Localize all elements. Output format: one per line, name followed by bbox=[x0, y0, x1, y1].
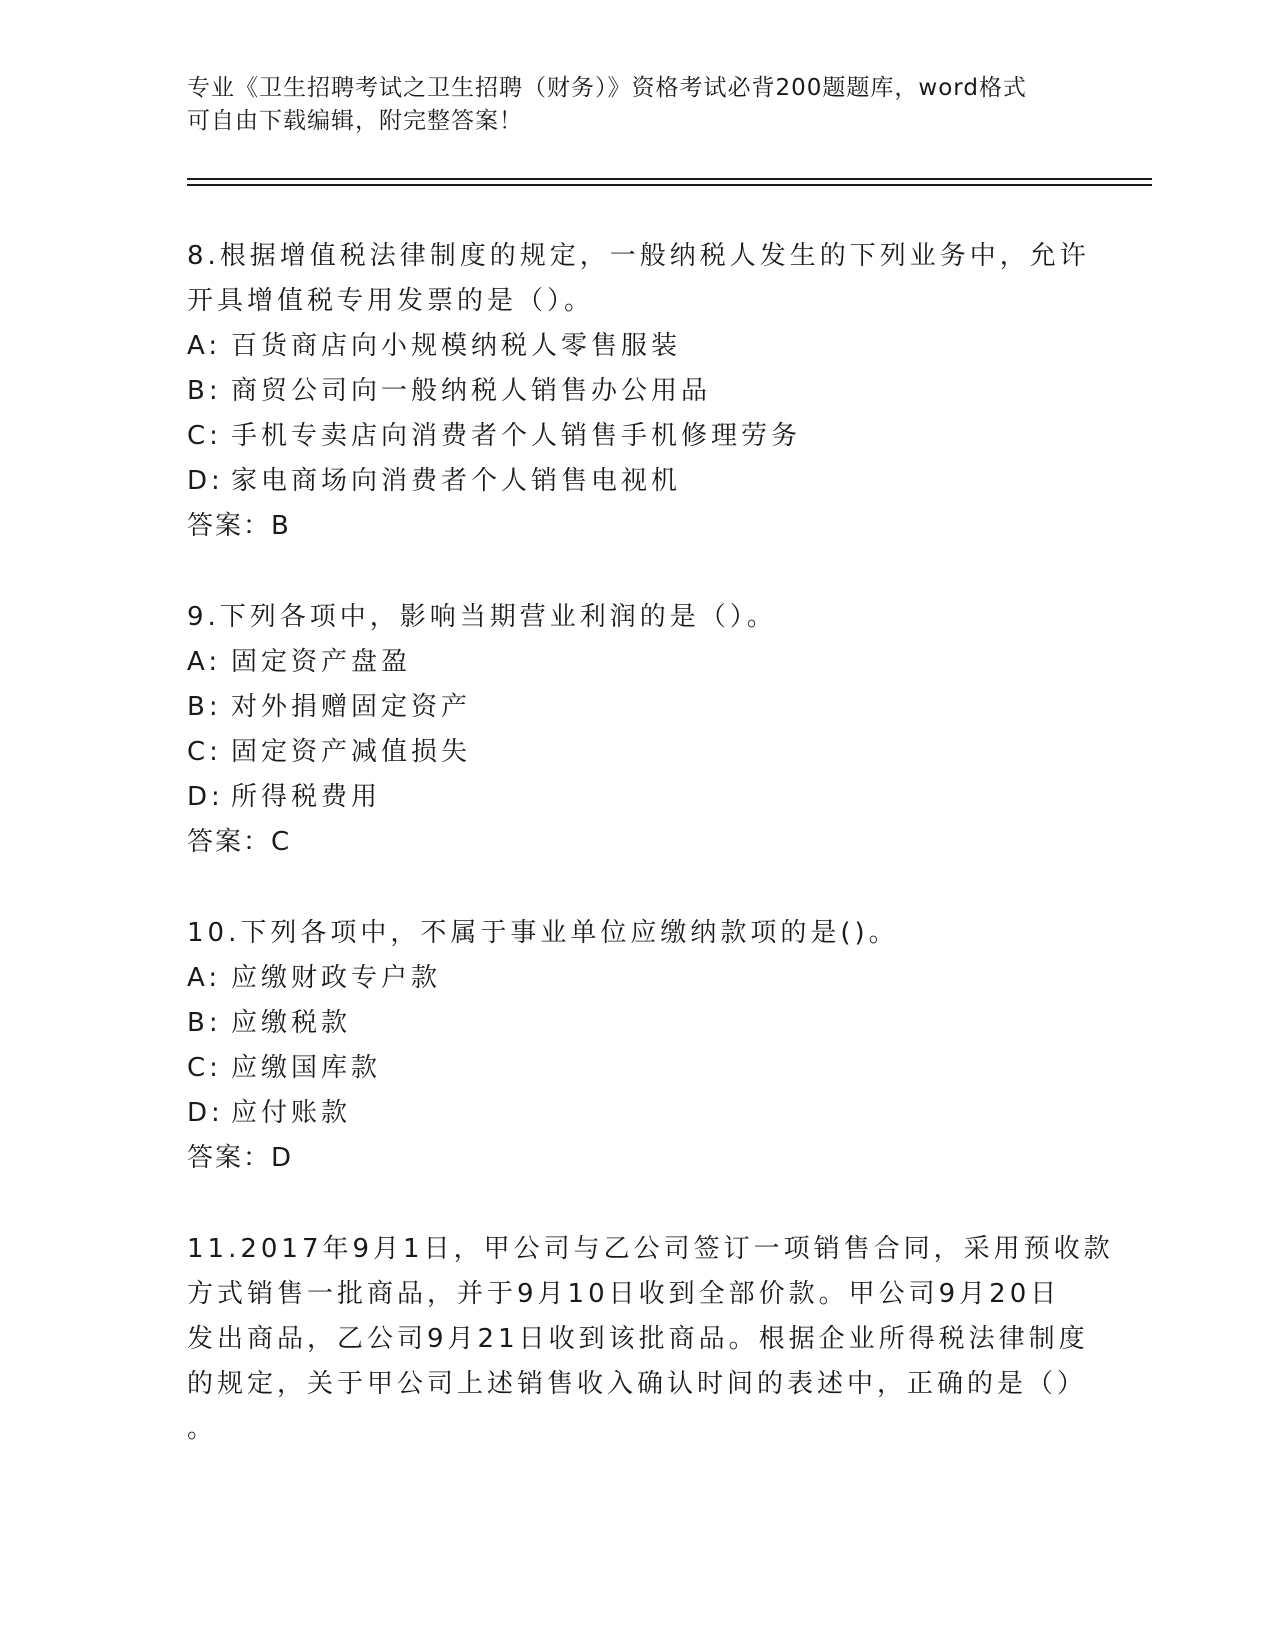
option-b bbox=[187, 369, 1087, 414]
stem-line: 方式销售一批商品，并于9月10日收到全部价款。甲公司9月20日 bbox=[187, 1279, 1061, 1309]
option-d bbox=[187, 775, 1087, 820]
option-key: B: bbox=[187, 692, 222, 722]
question-stem bbox=[187, 595, 1087, 640]
stem-line: 发出商品，乙公司9月21日收到该批商品。根据企业所得税法律制度 bbox=[187, 1324, 1089, 1354]
stem-line: 8.根据增值税法律制度的规定，一般纳税人发生的下列业务中，允许 bbox=[187, 241, 1090, 271]
option-text: 手机专卖店向消费者个人销售手机修理劳务 bbox=[231, 421, 802, 451]
option-a bbox=[187, 324, 1087, 369]
option-text: 应缴税款 bbox=[231, 1008, 352, 1038]
question-item bbox=[187, 595, 1087, 865]
option-c bbox=[187, 1046, 1087, 1091]
question-item bbox=[187, 234, 1090, 549]
option-key: C: bbox=[187, 1053, 222, 1083]
option-text: 对外捐赠固定资产 bbox=[231, 692, 472, 722]
question-item bbox=[187, 911, 1087, 1181]
header-line: 专业《卫生招聘考试之卫生招聘（财务）》资格考试必背200题题库，word格式 bbox=[187, 75, 1027, 101]
option-text: 固定资产减值损失 bbox=[231, 737, 472, 767]
option-d bbox=[187, 459, 1087, 504]
option-key: C: bbox=[187, 421, 222, 451]
answer-line: 答案：B bbox=[187, 511, 291, 541]
stem-line: 。 bbox=[187, 1414, 218, 1444]
option-key: C: bbox=[187, 737, 222, 767]
option-key: D: bbox=[187, 782, 224, 812]
header-divider bbox=[187, 178, 1152, 180]
option-key: A: bbox=[187, 647, 222, 677]
question-stem bbox=[187, 1227, 1114, 1452]
stem-line: 的规定，关于甲公司上述销售收入确认时间的表述中，正确的是（） bbox=[187, 1369, 1088, 1399]
answer-line: 答案：D bbox=[187, 1143, 294, 1173]
question-list bbox=[187, 234, 1114, 1498]
option-text: 百货商店向小规模纳税人零售服装 bbox=[231, 331, 682, 361]
option-d bbox=[187, 1091, 1087, 1136]
option-text: 应付账款 bbox=[231, 1098, 352, 1128]
option-text: 商贸公司向一般纳税人销售办公用品 bbox=[231, 376, 712, 406]
option-key: A: bbox=[187, 331, 222, 361]
option-key: D: bbox=[187, 466, 224, 496]
option-c bbox=[187, 414, 1087, 459]
header-divider bbox=[187, 184, 1152, 186]
option-key: A: bbox=[187, 963, 222, 993]
option-text: 固定资产盘盈 bbox=[231, 647, 412, 677]
stem-line: 开具增值税专用发票的是（）。 bbox=[187, 286, 595, 316]
stem-line: 9.下列各项中，影响当期营业利润的是（）。 bbox=[187, 602, 777, 632]
option-key: D: bbox=[187, 1098, 224, 1128]
answer-line: 答案：C bbox=[187, 827, 292, 857]
stem-line: 10.下列各项中，不属于事业单位应缴纳款项的是()。 bbox=[187, 918, 899, 948]
option-key: B: bbox=[187, 376, 222, 406]
header-line: 可自由下载编辑，附完整答案！ bbox=[187, 108, 523, 134]
option-text: 应缴国库款 bbox=[231, 1053, 382, 1083]
option-key: B: bbox=[187, 1008, 222, 1038]
option-text: 应缴财政专户款 bbox=[231, 963, 442, 993]
option-c bbox=[187, 730, 1087, 775]
question-item bbox=[187, 1227, 1114, 1452]
stem-line: 11.2017年9月1日，甲公司与乙公司签订一项销售合同，采用预收款 bbox=[187, 1234, 1114, 1264]
question-stem bbox=[187, 911, 1087, 956]
option-b bbox=[187, 685, 1087, 730]
option-b bbox=[187, 1001, 1087, 1046]
option-text: 家电商场向消费者个人销售电视机 bbox=[231, 466, 682, 496]
document-header bbox=[187, 72, 1087, 138]
option-text: 所得税费用 bbox=[231, 782, 382, 812]
question-stem bbox=[187, 234, 1090, 324]
option-a bbox=[187, 956, 1087, 1001]
option-a bbox=[187, 640, 1087, 685]
